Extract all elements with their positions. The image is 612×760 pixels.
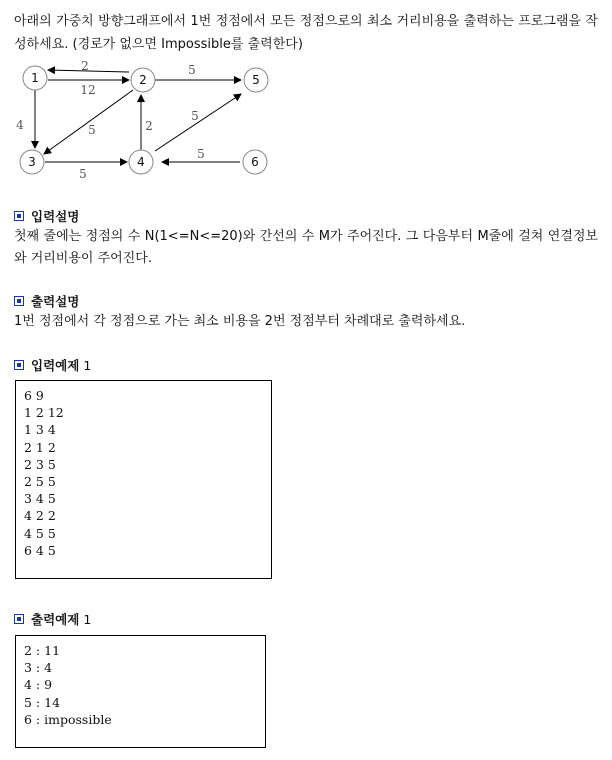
weighted-directed-graph <box>10 58 280 186</box>
weight-4-5: 5 <box>191 109 199 123</box>
input-line: 6 9 <box>24 388 44 403</box>
input-line: 3 4 5 <box>24 491 56 507</box>
input-line: 6 4 5 <box>24 542 56 558</box>
weight-2-5: 5 <box>188 63 196 77</box>
node-1-label: 1 <box>31 71 39 85</box>
weight-2-3: 5 <box>88 123 96 137</box>
weight-1-3: 4 <box>16 118 24 132</box>
input-line: 1 2 12 <box>24 405 64 421</box>
output-description-title: 출력설명 <box>14 292 79 310</box>
output-line: 4 : 9 <box>24 677 53 693</box>
output-line: 5 : 14 <box>24 694 61 710</box>
square-bullet-icon <box>14 614 24 624</box>
input-line: 2 3 5 <box>24 456 56 472</box>
node-6-label: 6 <box>251 155 259 169</box>
square-bullet-icon <box>14 211 24 221</box>
problem-description: 아래의 가중치 방향그래프에서 1번 정점에서 모든 정점으로의 최소 거리비용을 출력하는 프로그램을 작성하세요. (경로가 없으면 Impossible를 출력한다) <box>14 14 598 52</box>
input-line: 4 2 2 <box>24 508 56 524</box>
output-line: 6 : impossible <box>24 711 112 727</box>
input-line: 4 5 5 <box>24 525 56 541</box>
output-example-title: 출력예제 1 <box>14 610 91 628</box>
weight-4-2: 2 <box>145 119 153 133</box>
input-description-title: 입력설명 <box>14 207 79 225</box>
input-description-text: 첫째 줄에는 정점의 수 N(1<=N<=20)와 간선의 수 M가 주어진다. 그 다음부터 M줄에 걸쳐 연결정보와 거리비용이 주어진다. <box>14 229 598 266</box>
weight-6-4: 5 <box>197 147 205 161</box>
weight-2-1: 2 <box>81 59 89 73</box>
input-line: 1 3 4 <box>24 422 56 438</box>
output-line: 3 : 4 <box>24 660 53 676</box>
node-4-label: 4 <box>137 155 145 169</box>
node-2-label: 2 <box>139 73 147 87</box>
input-line: 2 5 5 <box>24 474 56 490</box>
weight-3-4: 5 <box>79 167 87 181</box>
input-example-box <box>15 380 272 579</box>
output-line: 2 : 11 <box>24 643 61 658</box>
square-bullet-icon <box>14 360 24 370</box>
input-line: 2 1 2 <box>24 439 56 455</box>
output-example-box <box>15 635 266 748</box>
node-3-label: 3 <box>28 155 36 169</box>
node-5-label: 5 <box>252 73 260 87</box>
weight-1-2: 12 <box>80 83 96 97</box>
output-description-text: 1번 정점에서 각 정점으로 가는 최소 비용을 2번 정점부터 차례대로 출력하세요. <box>14 314 466 329</box>
input-example-title: 입력예제 1 <box>14 356 91 374</box>
square-bullet-icon <box>14 296 24 306</box>
edge-2-3 <box>44 90 133 154</box>
